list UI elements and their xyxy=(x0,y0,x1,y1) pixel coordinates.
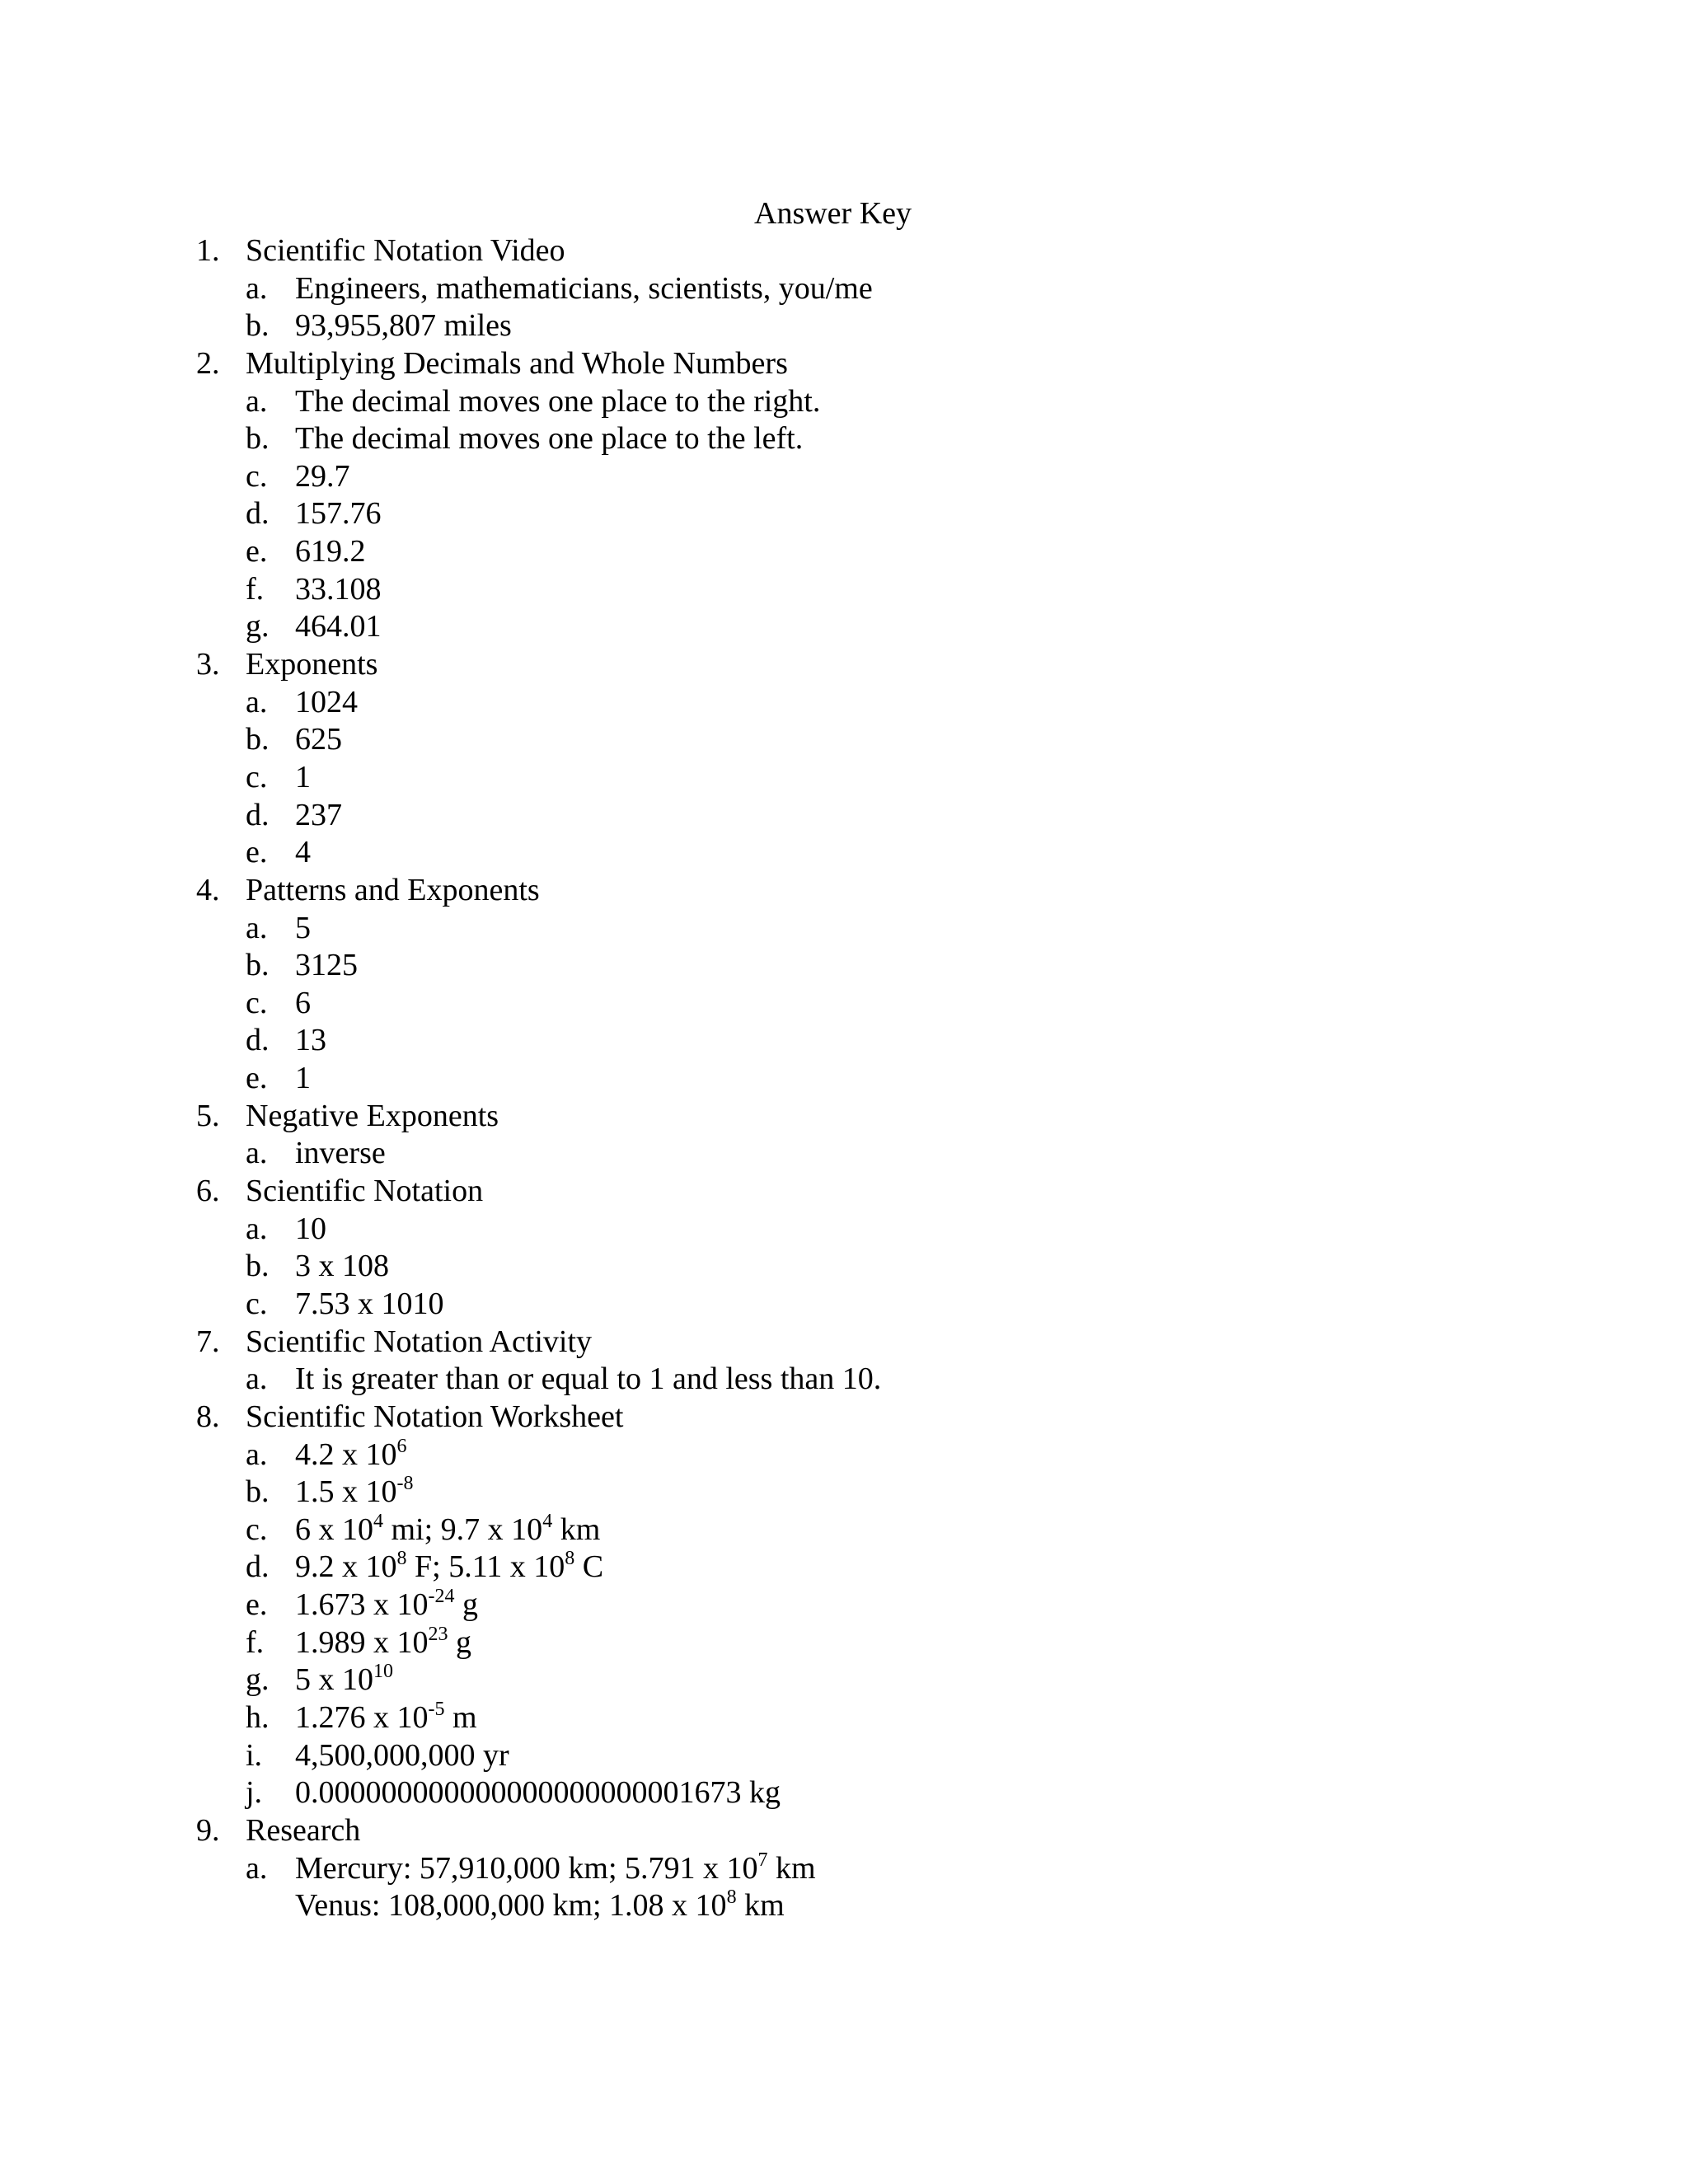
answer-text: F; 5.11 x 10 xyxy=(406,1549,565,1585)
answer-text: 4,500,000,000 yr xyxy=(295,1737,509,1773)
answer-item xyxy=(188,383,1589,421)
answer-text: 619.2 xyxy=(295,534,366,569)
answer-item xyxy=(188,533,1589,571)
answer-text: 6 x 10 xyxy=(295,1511,373,1547)
section-heading xyxy=(188,872,1589,910)
section-heading xyxy=(188,1399,1589,1436)
answer-text: 1.673 x 10 xyxy=(295,1587,429,1623)
superscript-exponent: 7 xyxy=(757,1849,768,1871)
item-answer xyxy=(295,1850,816,1888)
answer-item xyxy=(188,684,1589,722)
item-answer xyxy=(295,1248,389,1286)
answer-text: g xyxy=(454,1587,478,1623)
answer-text: 1.989 x 10 xyxy=(295,1624,429,1660)
superscript-exponent: -5 xyxy=(428,1698,445,1720)
item-letter: c. xyxy=(246,985,268,1020)
answer-text: The decimal moves one place to the left. xyxy=(295,421,804,457)
item-answer xyxy=(295,307,512,345)
item-answer xyxy=(295,420,803,458)
item-answer xyxy=(295,270,873,308)
superscript-exponent: -8 xyxy=(396,1473,414,1495)
answer-item xyxy=(188,1286,1589,1324)
answer-text: 13 xyxy=(295,1023,326,1058)
superscript-exponent: -24 xyxy=(428,1586,455,1608)
item-letter: h. xyxy=(246,1699,270,1735)
answer-item xyxy=(188,947,1589,985)
answer-item xyxy=(188,985,1589,1023)
item-letter: b. xyxy=(246,722,270,757)
item-answer xyxy=(295,721,342,759)
section-heading xyxy=(188,345,1589,383)
answer-item xyxy=(188,1248,1589,1286)
answer-text: 93,955,807 miles xyxy=(295,308,512,344)
section-heading xyxy=(188,1173,1589,1211)
answer-text: It is greater than or equal to 1 and less than 10. xyxy=(295,1361,882,1397)
item-letter: c. xyxy=(246,759,268,794)
item-letter: a. xyxy=(246,383,268,419)
answer-item xyxy=(188,1436,1589,1474)
section-title: Negative Exponents xyxy=(246,1098,499,1133)
item-letter: a. xyxy=(246,910,268,945)
answer-text: Venus: 108,000,000 km; 1.08 x 10 xyxy=(295,1888,727,1924)
answer-item xyxy=(188,721,1589,759)
item-letter: a. xyxy=(246,1136,268,1171)
superscript-exponent: 8 xyxy=(726,1886,737,1909)
answer-text: 5 xyxy=(295,910,311,945)
answer-item xyxy=(188,759,1589,797)
item-answer xyxy=(295,1135,386,1173)
answer-item xyxy=(188,1661,1589,1699)
item-letter: f. xyxy=(246,571,265,607)
answer-text: Engineers, mathematicians, scientists, you/me xyxy=(295,270,873,306)
item-letter: i. xyxy=(246,1737,263,1773)
item-letter: b. xyxy=(246,421,270,457)
section-number: 4. xyxy=(196,872,220,907)
item-answer xyxy=(295,1436,407,1474)
answer-item xyxy=(188,910,1589,948)
answer-item xyxy=(188,1586,1589,1624)
answer-text: 29.7 xyxy=(295,458,350,494)
item-letter: a. xyxy=(246,1361,268,1397)
answer-text: km xyxy=(736,1888,785,1924)
item-answer xyxy=(295,1549,603,1586)
item-answer xyxy=(295,1887,785,1925)
item-answer xyxy=(295,608,382,646)
answer-item xyxy=(188,1060,1589,1098)
item-answer xyxy=(295,1511,600,1549)
answer-item xyxy=(188,307,1589,345)
item-answer xyxy=(295,1737,509,1775)
answer-text: g xyxy=(448,1624,471,1660)
superscript-exponent: 8 xyxy=(396,1548,407,1570)
page-title: Answer Key xyxy=(754,196,912,231)
item-answer xyxy=(295,985,311,1023)
answer-item xyxy=(188,1135,1589,1173)
answer-item xyxy=(188,1361,1589,1399)
superscript-exponent: 4 xyxy=(542,1510,553,1532)
answer-text: 0.000000000000000000000001673 kg xyxy=(295,1775,781,1811)
answer-item xyxy=(188,420,1589,458)
answer-item xyxy=(188,458,1589,496)
answer-item xyxy=(188,1511,1589,1549)
section-number: 3. xyxy=(196,647,220,682)
answer-text: inverse xyxy=(295,1136,386,1171)
section-number: 6. xyxy=(196,1174,220,1209)
item-letter: c. xyxy=(246,1286,268,1321)
answer-text: C xyxy=(574,1549,604,1585)
answer-text: 237 xyxy=(295,797,342,832)
answer-text: km xyxy=(552,1511,601,1547)
answer-text: 1024 xyxy=(295,684,358,719)
answer-item xyxy=(188,1211,1589,1249)
answer-item xyxy=(188,1737,1589,1775)
item-letter: a. xyxy=(246,270,268,306)
item-letter: a. xyxy=(246,684,268,719)
superscript-exponent: 8 xyxy=(565,1548,575,1570)
section-heading xyxy=(188,646,1589,684)
section-heading xyxy=(188,1324,1589,1361)
section-title: Patterns and Exponents xyxy=(246,872,540,907)
answer-list xyxy=(188,232,1589,1925)
item-answer xyxy=(295,797,342,835)
section-number: 2. xyxy=(196,345,220,381)
answer-text: 625 xyxy=(295,722,342,757)
item-letter: c. xyxy=(246,458,268,494)
section-title: Multiplying Decimals and Whole Numbers xyxy=(246,345,788,381)
answer-item xyxy=(188,270,1589,308)
item-letter: g. xyxy=(246,609,270,644)
answer-item xyxy=(188,1549,1589,1586)
item-answer xyxy=(295,1774,781,1812)
item-answer xyxy=(295,834,311,872)
answer-item xyxy=(188,608,1589,646)
answer-text: 3 x 108 xyxy=(295,1249,389,1284)
item-answer xyxy=(295,1661,393,1699)
item-answer xyxy=(295,684,358,722)
section-number: 9. xyxy=(196,1812,220,1848)
section-title: Exponents xyxy=(246,647,378,682)
item-letter: e. xyxy=(246,1587,268,1623)
item-letter: e. xyxy=(246,835,268,870)
item-answer xyxy=(295,1060,311,1098)
superscript-exponent: 6 xyxy=(396,1435,407,1457)
item-answer xyxy=(295,458,350,496)
answer-text: km xyxy=(767,1850,816,1886)
answer-text: mi; 9.7 x 10 xyxy=(383,1511,543,1547)
item-letter: c. xyxy=(246,1511,268,1547)
item-answer xyxy=(295,1586,478,1624)
item-answer xyxy=(295,533,366,571)
answer-item xyxy=(188,834,1589,872)
item-letter: e. xyxy=(246,534,268,569)
answer-text: 157.76 xyxy=(295,496,382,532)
item-answer xyxy=(295,383,820,421)
item-letter: a. xyxy=(246,1436,268,1472)
section-title: Scientific Notation xyxy=(246,1174,484,1209)
answer-text: 1 xyxy=(295,1061,311,1096)
item-letter: b. xyxy=(246,308,270,344)
item-letter: j. xyxy=(246,1775,263,1811)
item-answer xyxy=(295,910,311,948)
answer-item xyxy=(188,1774,1589,1812)
section-heading xyxy=(188,1812,1589,1850)
item-answer xyxy=(295,495,382,533)
item-answer xyxy=(295,1624,471,1662)
item-letter: a. xyxy=(246,1850,268,1886)
item-answer xyxy=(295,759,311,797)
answer-text: 464.01 xyxy=(295,609,382,644)
item-answer xyxy=(295,1211,326,1249)
answer-text: 3125 xyxy=(295,948,358,983)
answer-item xyxy=(188,1474,1589,1511)
section-title: Research xyxy=(246,1812,361,1848)
answer-item xyxy=(188,1850,1589,1888)
superscript-exponent: 10 xyxy=(373,1661,393,1683)
item-answer xyxy=(295,1474,414,1511)
section-title: Scientific Notation Worksheet xyxy=(246,1399,624,1434)
answer-text: 6 xyxy=(295,985,311,1020)
item-letter: d. xyxy=(246,797,270,832)
answer-text: 7.53 x 1010 xyxy=(295,1286,444,1321)
section-number: 1. xyxy=(196,233,220,268)
answer-text: 1 xyxy=(295,759,311,794)
answer-item xyxy=(188,797,1589,835)
answer-item xyxy=(188,1699,1589,1737)
answer-text: m xyxy=(444,1699,477,1735)
answer-text: 1.276 x 10 xyxy=(295,1699,429,1735)
section-title: Scientific Notation Video xyxy=(246,233,565,268)
item-answer xyxy=(295,1361,881,1399)
answer-item xyxy=(188,1887,1589,1925)
answer-text: 4 xyxy=(295,835,311,870)
item-letter: b. xyxy=(246,1249,270,1284)
answer-item xyxy=(188,1022,1589,1060)
item-answer xyxy=(295,571,382,609)
answer-item xyxy=(188,495,1589,533)
answer-text: 4.2 x 10 xyxy=(295,1436,397,1472)
answer-text: Mercury: 57,910,000 km; 5.791 x 10 xyxy=(295,1850,758,1886)
answer-text: 9.2 x 10 xyxy=(295,1549,397,1585)
item-letter: d. xyxy=(246,1023,270,1058)
item-letter: f. xyxy=(246,1624,265,1660)
item-letter: a. xyxy=(246,1211,268,1246)
item-letter: b. xyxy=(246,1474,270,1510)
answer-text: 10 xyxy=(295,1211,326,1246)
answer-text: 1.5 x 10 xyxy=(295,1474,397,1510)
section-heading xyxy=(188,232,1589,270)
answer-text: 33.108 xyxy=(295,571,382,607)
item-answer xyxy=(295,1022,326,1060)
answer-text: 5 x 10 xyxy=(295,1662,373,1698)
superscript-exponent: 23 xyxy=(428,1623,448,1645)
section-number: 7. xyxy=(196,1324,220,1359)
superscript-exponent: 4 xyxy=(373,1510,383,1532)
item-letter: g. xyxy=(246,1662,270,1698)
item-letter: d. xyxy=(246,496,270,532)
item-letter: d. xyxy=(246,1549,270,1585)
answer-text: The decimal moves one place to the right. xyxy=(295,383,821,419)
answer-item xyxy=(188,1624,1589,1662)
section-number: 8. xyxy=(196,1399,220,1434)
item-answer xyxy=(295,947,358,985)
item-letter: e. xyxy=(246,1061,268,1096)
section-title: Scientific Notation Activity xyxy=(246,1324,593,1359)
section-number: 5. xyxy=(196,1098,220,1133)
item-letter: b. xyxy=(246,948,270,983)
item-answer xyxy=(295,1286,444,1324)
section-heading xyxy=(188,1098,1589,1136)
item-answer xyxy=(295,1699,477,1737)
answer-item xyxy=(188,571,1589,609)
